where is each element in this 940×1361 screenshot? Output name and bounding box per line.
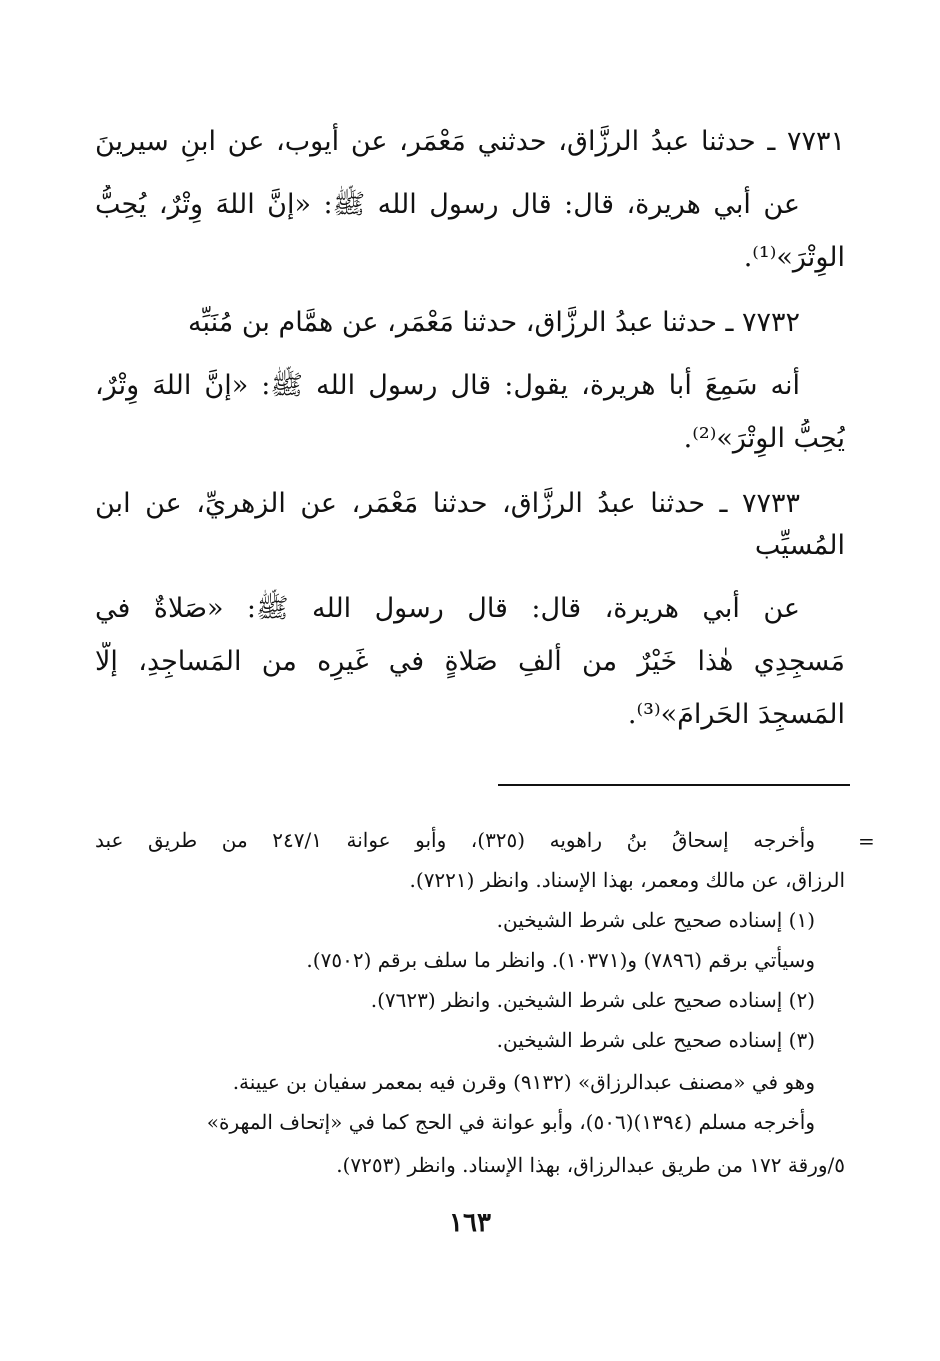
hadith-7731-line-3: الوِتْرَ»⁽¹⁾. bbox=[743, 242, 845, 273]
hadith-7733-line-4: مَسجِدِي هٰذا خَيْرٌ من ألفِ صَلاةٍ في غَيرِه من المَساجِدِ، إلَّا bbox=[95, 646, 845, 677]
footnote-3: (٣) إسناده صحيح على شرط الشيخين. bbox=[496, 1028, 815, 1052]
hadith-7733-line-5: المَسجِدَ الحَرامَ»⁽³⁾. bbox=[627, 699, 845, 730]
footnote-separator bbox=[498, 784, 850, 786]
footnote-line: وهو في «مصنف عبدالرزاق» (٩١٣٢) وقرن فيه بمعمر سفيان بن عيينة. bbox=[232, 1070, 815, 1094]
footnote-line: وأخرجه إسحاقُ بنُ راهويه (٣٢٥)، وأبو عوانة ٢٤٧/١ من طريق عبد bbox=[95, 828, 815, 852]
page-number: ١٦٣ bbox=[449, 1208, 491, 1238]
hadith-7733-line-3: عن أَبي هريرة، قال: قال رسول الله ﷺ: «صَلاةٌ في bbox=[95, 593, 800, 624]
hadith-7732-line-1: ٧٧٣٢ ـ حدثنا عبدُ الرزَّاق، حدثنا مَعْمَر، عن همَّام بن مُنَبِّه bbox=[188, 307, 800, 338]
footnote-line: ٥/ورقة ١٧٢ من طريق عبدالرزاق، بهذا الإسناد. وانظر (٧٢٥٣). bbox=[336, 1153, 845, 1177]
footnote-line: الرزاق، عن مالك ومعمر، بهذا الإسناد. وانظر (٧٢٢١). bbox=[409, 868, 845, 892]
hadith-7731-line-2: عن أَبي هريرة، قال: قال رسول الله ﷺ: «إنَّ اللهَ وِتْرٌ، يُحِبُّ bbox=[95, 189, 800, 220]
footnote-line: وأخرجه مسلم (١٣٩٤)(٥٠٦)، وأبو عوانة في الحج كما في «إتحاف المهرة» bbox=[206, 1110, 815, 1134]
hadith-7732-line-2: أنه سَمِعَ أَبا هريرة، يقول: قال رسول الله ﷺ: «إنَّ اللهَ وِتْرٌ، bbox=[95, 370, 800, 401]
hadith-7731-line-1: ٧٧٣١ ـ حدثنا عبدُ الرزَّاق، حدثني مَعْمَر، عن أيوب، عن ابنِ سيرينَ bbox=[95, 126, 845, 157]
hadith-7732-line-3: يُحِبُّ الوِتْرَ»⁽²⁾. bbox=[683, 423, 845, 454]
footnote-continuation-mark: = bbox=[858, 829, 875, 853]
footnote-line: وسيأتي برقم (٧٨٩٦) و(١٠٣٧١). وانظر ما سلف برقم (٧٥٠٢). bbox=[306, 948, 815, 972]
footnote-2: (٢) إسناده صحيح على شرط الشيخين. وانظر (٧٦٢٣). bbox=[370, 988, 815, 1012]
hadith-7733-line-1: ٧٧٣٣ ـ حدثنا عبدُ الرزَّاق، حدثنا مَعْمَر، عن الزهريِّ، عن ابن bbox=[95, 488, 800, 519]
footnote-1: (١) إسناده صحيح على شرط الشيخين. bbox=[496, 908, 815, 932]
hadith-7733-line-2: المُسيِّب bbox=[754, 530, 845, 561]
